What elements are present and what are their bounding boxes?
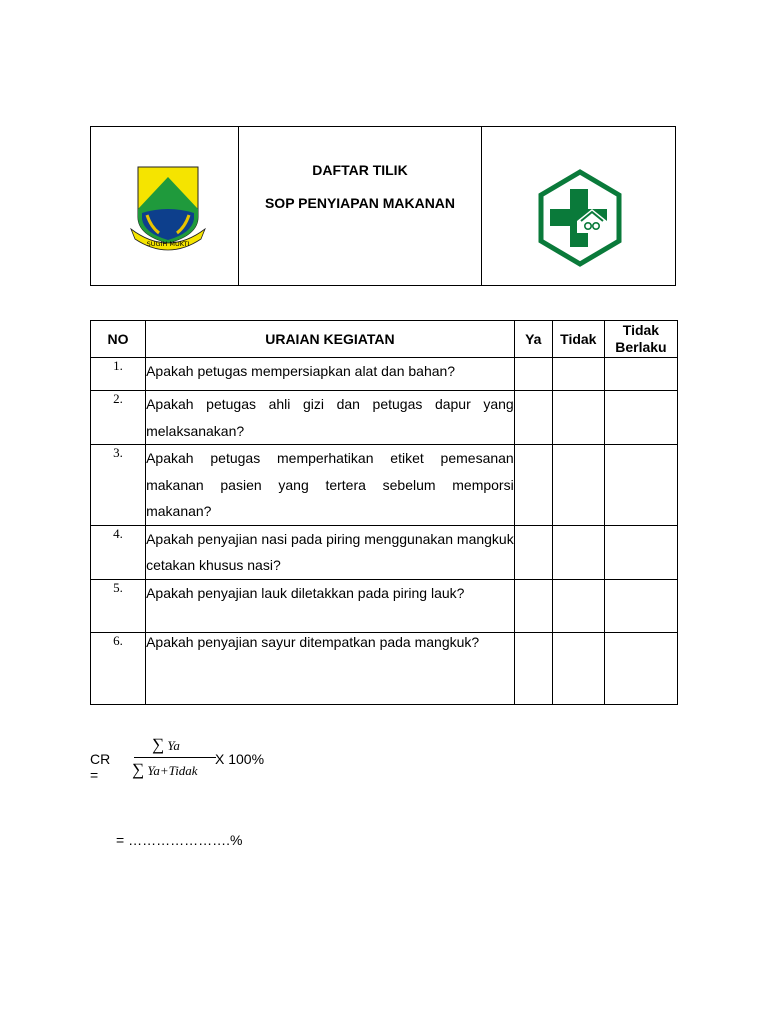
emblem-motto-text: SUGIH MUKTI bbox=[146, 240, 190, 248]
check-tidak-berlaku[interactable] bbox=[604, 445, 677, 526]
header-no: NO bbox=[91, 321, 146, 358]
check-ya[interactable] bbox=[514, 579, 552, 632]
check-tidak[interactable] bbox=[552, 579, 604, 632]
header-tidak-berlaku bbox=[604, 321, 677, 358]
row-number: 4. bbox=[91, 525, 146, 579]
check-tidak-berlaku[interactable] bbox=[604, 579, 677, 632]
header-ya: Ya bbox=[514, 321, 552, 358]
check-ya[interactable] bbox=[514, 525, 552, 579]
table-row bbox=[91, 391, 678, 445]
left-logo-cell bbox=[91, 127, 239, 285]
check-ya[interactable] bbox=[514, 358, 552, 391]
right-logo-cell bbox=[482, 127, 675, 285]
document-title: DAFTAR TILIK bbox=[312, 162, 408, 178]
check-tidak[interactable] bbox=[552, 632, 604, 704]
check-tidak[interactable] bbox=[552, 525, 604, 579]
title-cell bbox=[239, 127, 482, 285]
table-row bbox=[91, 358, 678, 391]
document-subtitle: SOP PENYIAPAN MAKANAN bbox=[264, 195, 456, 211]
header-tidak: Tidak bbox=[552, 321, 604, 358]
header-tidak-berlaku-label: Tidak Berlaku bbox=[615, 322, 667, 355]
check-tidak[interactable] bbox=[552, 445, 604, 526]
row-number: 3. bbox=[91, 445, 146, 526]
fraction-bar bbox=[134, 757, 216, 758]
sigma-symbol: ∑ bbox=[152, 735, 165, 754]
row-description: Apakah petugas mempersiapkan alat dan bahan? bbox=[146, 358, 515, 391]
row-description: Apakah petugas memperhatikan etiket pemesanan makanan pasien yang tertera sebelum memporsi makanan? bbox=[146, 445, 515, 526]
header-desc: URAIAN KEGIATAN bbox=[146, 321, 515, 358]
row-description: Apakah penyajian nasi pada piring menggunakan mangkuk cetakan khusus nasi? bbox=[146, 525, 515, 579]
table-row bbox=[91, 445, 678, 526]
row-number: 5. bbox=[91, 579, 146, 632]
formula-multiplier: X 100% bbox=[215, 751, 265, 767]
formula-label: CR = bbox=[90, 751, 111, 783]
check-ya[interactable] bbox=[514, 632, 552, 704]
check-tidak-berlaku[interactable] bbox=[604, 632, 677, 704]
table-row bbox=[91, 525, 678, 579]
puskesmas-logo bbox=[537, 169, 623, 267]
checklist-table bbox=[90, 320, 678, 705]
sigma-symbol: ∑ bbox=[132, 760, 145, 779]
denominator-text: Ya+Tidak bbox=[147, 763, 198, 778]
formula-numerator bbox=[152, 735, 180, 755]
row-number: 2. bbox=[91, 391, 146, 445]
table-row bbox=[91, 632, 678, 704]
check-ya[interactable] bbox=[514, 391, 552, 445]
check-tidak-berlaku[interactable] bbox=[604, 391, 677, 445]
check-tidak[interactable] bbox=[552, 391, 604, 445]
check-tidak-berlaku[interactable] bbox=[604, 525, 677, 579]
numerator-text: Ya bbox=[167, 738, 180, 753]
formula-result: = ………………….% bbox=[116, 832, 243, 848]
table-row bbox=[91, 579, 678, 632]
row-number: 6. bbox=[91, 632, 146, 704]
row-description: Apakah petugas ahli gizi dan petugas dapur yang melaksanakan? bbox=[146, 391, 515, 445]
check-tidak-berlaku[interactable] bbox=[604, 358, 677, 391]
check-ya[interactable] bbox=[514, 445, 552, 526]
document-header bbox=[90, 126, 676, 286]
regency-emblem-logo bbox=[129, 165, 207, 255]
row-description: Apakah penyajian sayur ditempatkan pada mangkuk? bbox=[146, 632, 515, 704]
row-number: 1. bbox=[91, 358, 146, 391]
formula-denominator bbox=[132, 760, 198, 780]
row-description: Apakah penyajian lauk diletakkan pada piring lauk? bbox=[146, 579, 515, 632]
table-header-row bbox=[91, 321, 678, 358]
check-tidak[interactable] bbox=[552, 358, 604, 391]
